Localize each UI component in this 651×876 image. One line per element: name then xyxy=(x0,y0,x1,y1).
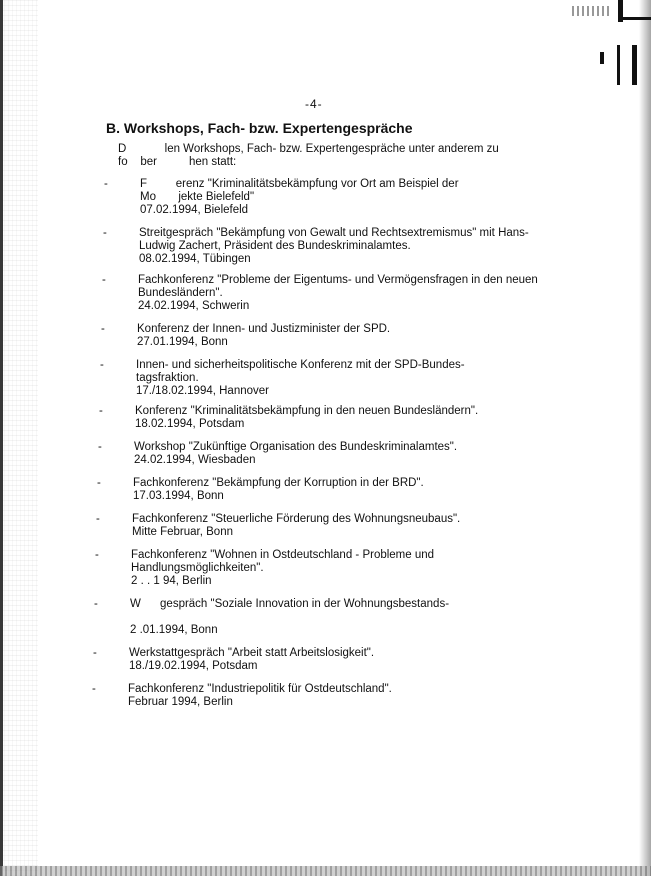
entry-line: Mitte Februar, Bonn xyxy=(132,525,233,538)
list-bullet: - xyxy=(101,323,105,335)
list-bullet: - xyxy=(93,647,97,659)
list-bullet: - xyxy=(104,178,108,190)
list-bullet: - xyxy=(92,683,96,695)
entry-line: 2 . . 1 94, Berlin xyxy=(131,574,212,587)
list-item xyxy=(104,178,570,216)
entry-line: F erenz "Kriminalitätsbekämpfung vor Ort am Beispiel der xyxy=(140,178,459,190)
list-bullet: - xyxy=(94,598,98,610)
entry-line: Innen- und sicherheitspolitische Konferenz mit der SPD-Bundes- xyxy=(136,359,465,371)
scan-mark xyxy=(622,17,651,20)
scan-mark xyxy=(617,45,637,85)
list-item xyxy=(94,598,560,636)
entry-line: 17./18.02.1994, Hannover xyxy=(136,384,269,397)
list-bullet: - xyxy=(103,227,107,239)
entry-line: Bundesländern". xyxy=(138,286,223,299)
entry-line: Mo jekte Bielefeld" xyxy=(140,190,255,203)
entry-line: Fachkonferenz "Probleme der Eigentums- und Vermögensfragen in den neuen xyxy=(138,274,538,286)
list-item xyxy=(95,549,561,587)
list-item xyxy=(96,513,562,539)
entry-line: Workshop "Zukünftige Organisation des Bundeskriminalamtes". xyxy=(134,441,458,453)
scan-edge-left xyxy=(0,0,3,876)
scan-edge-right xyxy=(639,0,651,876)
intro-line: D len Workshops, Fach- bzw. Expertengespräche unter anderem zu xyxy=(118,143,499,155)
entry-line: 24.02.1994, Wiesbaden xyxy=(134,453,256,466)
entry-line: Fachkonferenz "Industriepolitik für Ostdeutschland". xyxy=(128,683,392,695)
intro-line: fo ber hen statt: xyxy=(118,156,237,168)
scan-noise-left xyxy=(0,0,38,876)
list-bullet: - xyxy=(100,359,104,371)
entry-line: 18./19.02.1994, Potsdam xyxy=(129,659,258,672)
scan-mark xyxy=(600,52,604,64)
scan-edge-bottom xyxy=(0,866,651,876)
list-bullet: - xyxy=(95,549,99,561)
list-item xyxy=(103,227,569,265)
entry-line: Konferenz der Innen- und Justizminister der SPD. xyxy=(137,323,391,335)
entry-line: W gespräch "Soziale Innovation in der Wohnungsbestands- xyxy=(130,598,450,610)
entry-line: 27.01.1994, Bonn xyxy=(137,335,228,348)
list-item xyxy=(99,405,565,431)
entry-line: tagsfraktion. xyxy=(136,371,199,384)
intro-paragraph xyxy=(118,143,538,169)
list-item xyxy=(93,647,559,673)
entry-line: Werkstattgespräch "Arbeit statt Arbeitslosigkeit". xyxy=(129,647,375,659)
list-bullet: - xyxy=(96,513,100,525)
entry-line: Streitgespräch "Bekämpfung von Gewalt und Rechtsextremismus" mit Hans- xyxy=(139,227,529,239)
entry-line xyxy=(130,611,560,624)
entry-line: 24.02.1994, Schwerin xyxy=(138,299,250,312)
list-bullet: - xyxy=(102,274,106,286)
entry-line: Konferenz "Kriminalitätsbekämpfung in den neuen Bundesländern". xyxy=(135,405,479,417)
entry-line: Handlungsmöglichkeiten". xyxy=(131,561,264,574)
section-heading: B. Workshops, Fach- bzw. Expertengespräche xyxy=(106,120,413,136)
list-item xyxy=(97,477,563,503)
list-bullet: - xyxy=(99,405,103,417)
list-item xyxy=(102,274,568,312)
entry-line: Fachkonferenz "Steuerliche Förderung des Wohnungsneubaus". xyxy=(132,513,461,525)
entry-line: Februar 1994, Berlin xyxy=(128,695,233,708)
entry-line: 18.02.1994, Potsdam xyxy=(135,417,245,430)
scan-mark xyxy=(572,6,612,16)
list-item xyxy=(100,359,566,397)
list-bullet: - xyxy=(97,477,101,489)
entry-line: 07.02.1994, Bielefeld xyxy=(140,203,249,216)
entry-line: Ludwig Zachert, Präsident des Bundeskriminalamtes. xyxy=(139,239,411,252)
list-bullet: - xyxy=(98,441,102,453)
list-item xyxy=(92,683,558,709)
list-item xyxy=(98,441,564,467)
entry-line: Fachkonferenz "Wohnen in Ostdeutschland - Probleme und xyxy=(131,549,435,561)
entry-line: 08.02.1994, Tübingen xyxy=(139,252,251,265)
page-number: -4- xyxy=(305,97,323,111)
entry-line: 2 .01.1994, Bonn xyxy=(130,623,218,636)
entry-line: 17.03.1994, Bonn xyxy=(133,489,224,502)
entry-line: Fachkonferenz "Bekämpfung der Korruption in der BRD". xyxy=(133,477,424,489)
list-item xyxy=(101,323,567,349)
